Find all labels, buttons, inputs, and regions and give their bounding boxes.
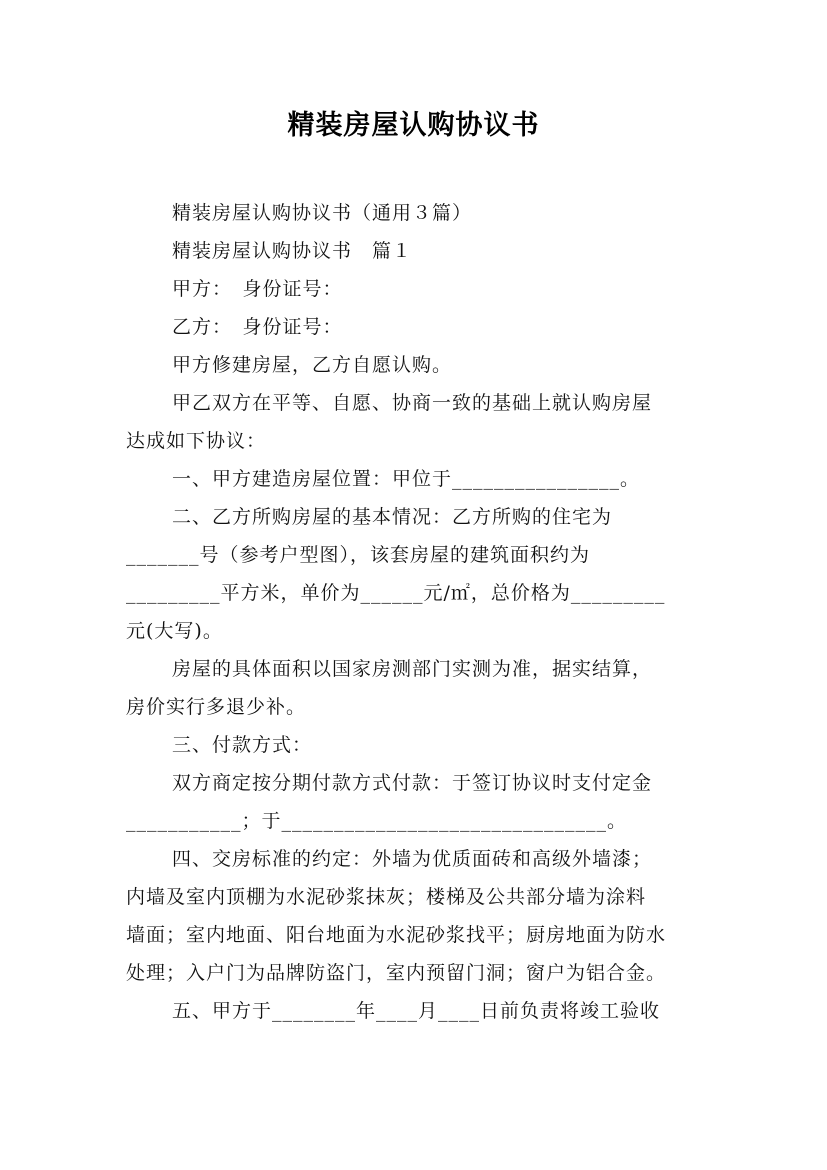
document-title: 精装房屋认购协议书	[287, 110, 540, 141]
paragraph-line: 元(大写)。	[126, 620, 223, 642]
paragraph-line: 房屋的具体面积以国家房测部门实测为准，据实结算，	[172, 658, 653, 680]
paragraph-line: 二、乙方所购房屋的基本情况：乙方所购的住宅为	[172, 506, 613, 528]
paragraph-line: 双方商定按分期付款方式付款：于签订协议时支付定金	[172, 772, 653, 794]
paragraph-line: _______号（参考户型图），该套房屋的建筑面积约为	[126, 544, 591, 566]
paragraph-line: 甲乙双方在平等、自愿、协商一致的基础上就认购房屋	[172, 392, 653, 414]
paragraph-line: 房价实行多退少补。	[126, 696, 307, 718]
paragraph-line: 甲方： 身份证号：	[172, 278, 343, 300]
paragraph-line: 三、付款方式：	[172, 734, 313, 756]
paragraph-line: 精装房屋认购协议书（通用３篇）	[172, 202, 473, 224]
paragraph-line: ___________；于_______________________________。	[126, 810, 628, 832]
paragraph-line: 达成如下协议：	[126, 430, 267, 452]
paragraph-line: 精装房屋认购协议书 篇１	[172, 240, 413, 262]
paragraph-line: 处理；入户门为品牌防盗门，室内预留门洞；窗户为铝合金。	[126, 962, 667, 984]
paragraph-line: 甲方修建房屋，乙方自愿认购。	[172, 354, 453, 376]
paragraph-line: 墙面；室内地面、阳台地面为水泥砂浆找平；厨房地面为防水	[126, 924, 667, 946]
paragraph-line: 一、甲方建造房屋位置：甲位于________________。	[172, 468, 641, 490]
paragraph-line: 四、交房标准的约定：外墙为优质面砖和高级外墙漆；	[172, 848, 653, 870]
paragraph-line: 五、甲方于________年____月____日前负责将竣工验收	[172, 1000, 661, 1022]
paragraph-line: 乙方： 身份证号：	[172, 316, 343, 338]
paragraph-line: _________平方米，单价为______元/㎡，总价格为_________	[126, 582, 666, 604]
paragraph-line: 内墙及室内顶棚为水泥砂浆抹灰；楼梯及公共部分墙为涂料	[126, 886, 647, 908]
document-body	[126, 194, 706, 1030]
